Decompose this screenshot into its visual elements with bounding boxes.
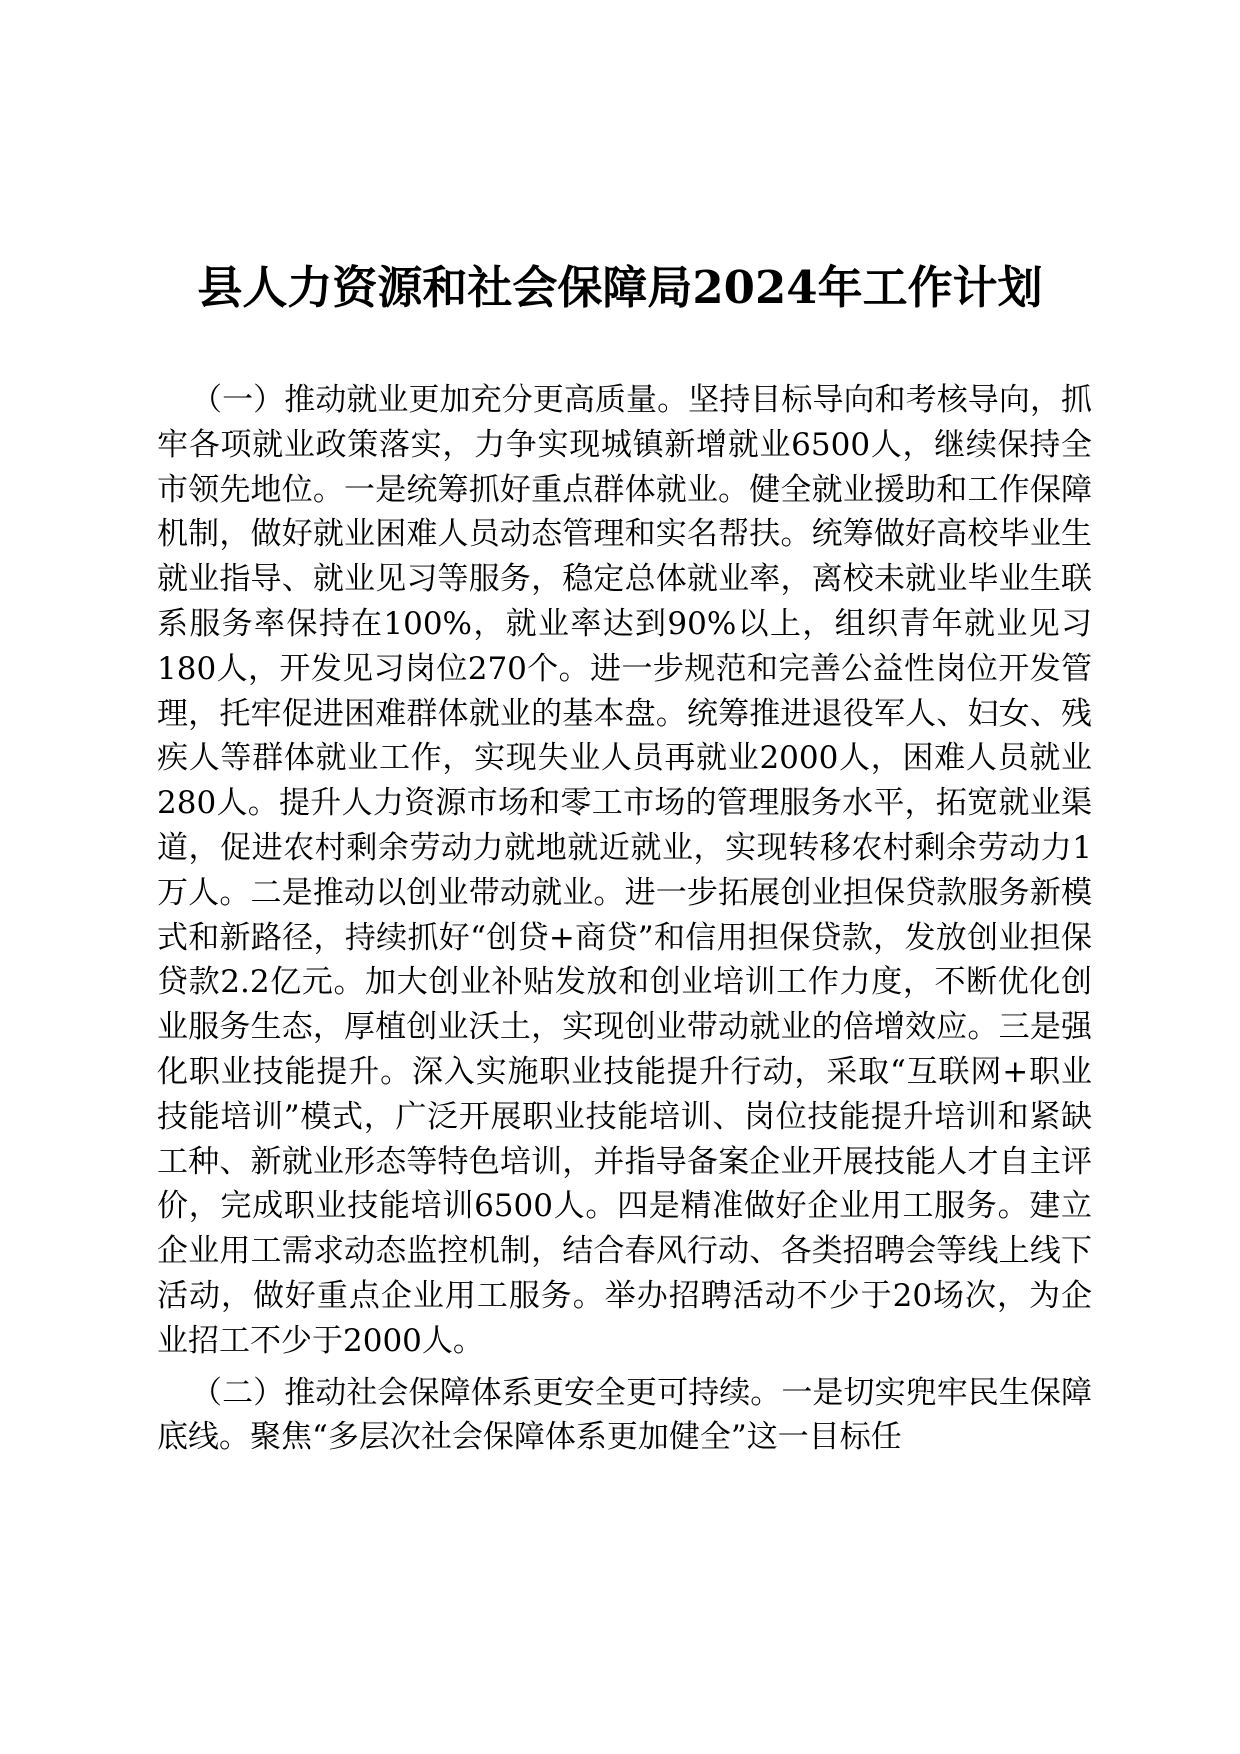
paragraph-text: 坚持目标导向和考核导向，抓牢各项就业政策落实，力争实现城镇新增就业6500人，继续保持全市领先地位。一是统筹抓好重点群体就业。健全就业援助和工作保障机制，做好就业困难人员动态管理和实名帮扶。统筹做好高校毕业生就业指导、就业见习等服务，稳定总体就业率，离校未就业毕业生联系服务率保持在100%，就业率达到90%以上，组织青年就业见习180人，开发见习岗位270个。进一步规范和完善公益性岗位开发管理，托牢促进困难群体就业的基本盘。统筹推进退役军人、妇女、残疾人等群体就业工作，实现失业人员再就业2000人，困难人员就业280人。提升人力资源市场和零工市场的管理服务水平，拓宽就业渠道，促进农村剩余劳动力就地就近就业，实现转移农村剩余劳动力1万人。二是推动以创业带动就业。进一步拓展创业担保贷款服务新模式和新路径，持续抓好“创贷+商贷”和信用担保贷款，发放创业担保贷款2.2亿元。加大创业补贴发放和创业培训工作力度，不断优化创业服务生态，厚植创业沃土，实现创业带动就业的倍增效应。三是强化职业技能提升。深入实施职业技能提升行动，采取“互联网+职业技能培训”模式，广泛开展职业技能培训、岗位技能提升培训和紧缺工种、新就业形态等特色培训，并指导备案企业开展技能人才自主评价，完成职业技能培训6500人。四是精准做好企业用工服务。建立企业用工需求动态监控机制，结合春风行动、各类招聘会等线上线下活动，做好重点企业用工服务。举办招聘活动不少于20场次，为企业招工不少于2000人。 [157,382,1093,1359]
paragraph-employment [157,378,1092,1364]
paragraph-heading: （二）推动社会保障体系更安全更可持续。 [191,1374,782,1411]
paragraph-text: 一是切实兜牢民生保障底线。聚焦“多层次社会保障体系更加健全”这一目标任 [157,1374,1093,1456]
document-title: 县人力资源和社会保障局2024年工作计划 [197,261,1043,314]
paragraph-social-security [157,1371,1092,1461]
paragraph-heading: （一）推动就业更加充分更高质量。 [191,382,689,418]
document-body [157,378,1092,1460]
